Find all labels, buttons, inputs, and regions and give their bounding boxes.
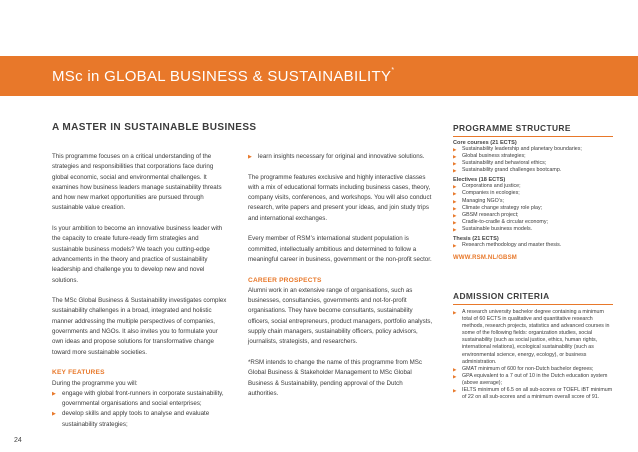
admission-criteria-heading: ADMISSION CRITERIA: [453, 291, 613, 305]
list-item: ▶ Research methodology and master thesis.: [453, 242, 613, 249]
page-number: 24: [14, 437, 22, 444]
electives-heading: Electives (18 ECTS): [453, 177, 506, 184]
core-courses-list: [453, 146, 613, 174]
title-banner: [0, 56, 638, 96]
format-paragraph: The programme features exclusive and highly interactive classes with a mix of educational formats including business cases, theory, company visits, conferences, and workshops. You will also conduct research, write papers and present your ideas, and join study trips and international exchanges.: [248, 173, 432, 222]
list-item: ▶ Global business strategies;: [453, 153, 613, 160]
thesis-list: [453, 242, 613, 249]
admission-criteria-list: [453, 309, 613, 401]
core-courses-heading: Core courses (21 ECTS): [453, 140, 517, 146]
list-item: ▶ learn insights necessary for original and innovative solutions.: [248, 152, 434, 162]
list-item: ▶ develop skills and apply tools to analyse and evaluate sustainability strategies;: [52, 409, 230, 430]
key-features-list-continued: [248, 152, 434, 162]
programme-paragraph: The MSc Global Business & Sustainability investigates complex sustainability challenges in a broad, integrated and holistic manner addressing the multiple perspectives of companies, governments and NGOs. It also invites you to formulate your own ideas and propose solutions for transformative change toward more sustainable societies.: [52, 297, 227, 356]
intro-paragraph: This programme focuses on a critical understanding of the strategies and responsibilities that corporations face during global economic, social and environmental challenges. It examines how business leaders manage sustainability threats and how new market opportunities are pursued through sustainable value creation.: [52, 153, 222, 212]
column-middle: [248, 152, 434, 409]
list-item: ▶ Corporations and justice;: [453, 183, 613, 190]
list-item: ▶ engage with global front-runners in corporate sustainability, governmental organisations and social enterprises;: [52, 389, 230, 410]
list-item: ▶ Managing NGO’s;: [453, 198, 613, 205]
programme-website-link[interactable]: WWW.RSM.NL/GBSM: [453, 255, 517, 262]
list-item: ▶ Cradle-to-cradle & circular economy;: [453, 219, 613, 226]
programme-title: MSc in GLOBAL BUSINESS & SUSTAINABILITY*: [52, 67, 395, 85]
key-features-list: [52, 389, 230, 430]
list-item: ▶ Sustainability leadership and planetary boundaries;: [453, 146, 613, 153]
key-features-heading: KEY FEATURES: [52, 369, 105, 377]
list-item: ▶ IELTS minimum of 6.5 on all sub-scores or TOEFL iBT minimum of 22 on all sub-scores and a minimum overall score of 91.: [453, 387, 613, 401]
electives-list: [453, 183, 613, 233]
career-paragraph: Alumni work in an extensive range of organisations, such as businesses, consultancies, governments and not-for-profit organisations. They have become consultants, sustainability officers, social entrepreneurs, product managers, portfolio analysts, supply chain managers, sustainability officers, policy advisors, journalists, strategists, and researchers.: [248, 286, 433, 346]
column-left: [52, 152, 230, 440]
main-heading: A MASTER IN SUSTAINABLE BUSINESS: [52, 122, 257, 133]
footnote-paragraph: *RSM intends to change the name of this programme from MSc Global Business & Stakeholder Management to MSc Global Business & Sustainability, pending approval of the Dutch authorities.: [248, 358, 423, 397]
students-paragraph: Every member of RSM’s international student population is committed, intellectually ambitious and determined to follow a meaningful career in business, government or the non-profit sector.: [248, 235, 432, 263]
list-item: ▶ A research university bachelor degree containing a minimum total of 60 ECTS in qualitative and quantitative research methods, research projects, statistics and advanced courses in some of the following fields: organization studies, social sustainability (such as social justice, ethics, human rights, international relations), ecological sustainability (such as environmental science, energy, ecology), or business administration.: [453, 309, 613, 366]
list-item: ▶ Sustainability and behavioral ethics;: [453, 160, 613, 167]
admission-criteria-panel: [453, 291, 613, 401]
key-features-intro: During the programme you will:: [52, 379, 138, 387]
list-item: ▶ Sustainable business models.: [453, 226, 613, 233]
programme-structure-heading: PROGRAMME STRUCTURE: [453, 123, 613, 137]
thesis-heading: Thesis (21 ECTS): [453, 236, 499, 243]
list-item: ▶ GMAT minimum of 600 for non-Dutch bachelor degrees;: [453, 366, 613, 373]
programme-structure-panel: [453, 123, 613, 261]
list-item: ▶ Climate change strategy role play;: [453, 205, 613, 212]
list-item: ▶ Sustainability grand challenges bootcamp.: [453, 167, 613, 174]
list-item: ▶ Companies in ecologies;: [453, 190, 613, 197]
list-item: ▶ GPA equivalent to a 7 out of 10 in the Dutch education system (above average);: [453, 373, 613, 387]
career-prospects-heading: CAREER PROSPECTS: [248, 276, 322, 284]
ambition-paragraph: Is your ambition to become an innovative business leader with the capacity to create future-ready firm strategies and sustainable business models? We teach you cutting-edge advancements in the theory and practice of sustainability leadership and challenge you to develop new and novel solutions.: [52, 225, 223, 284]
list-item: ▶ GBSM research project;: [453, 212, 613, 219]
